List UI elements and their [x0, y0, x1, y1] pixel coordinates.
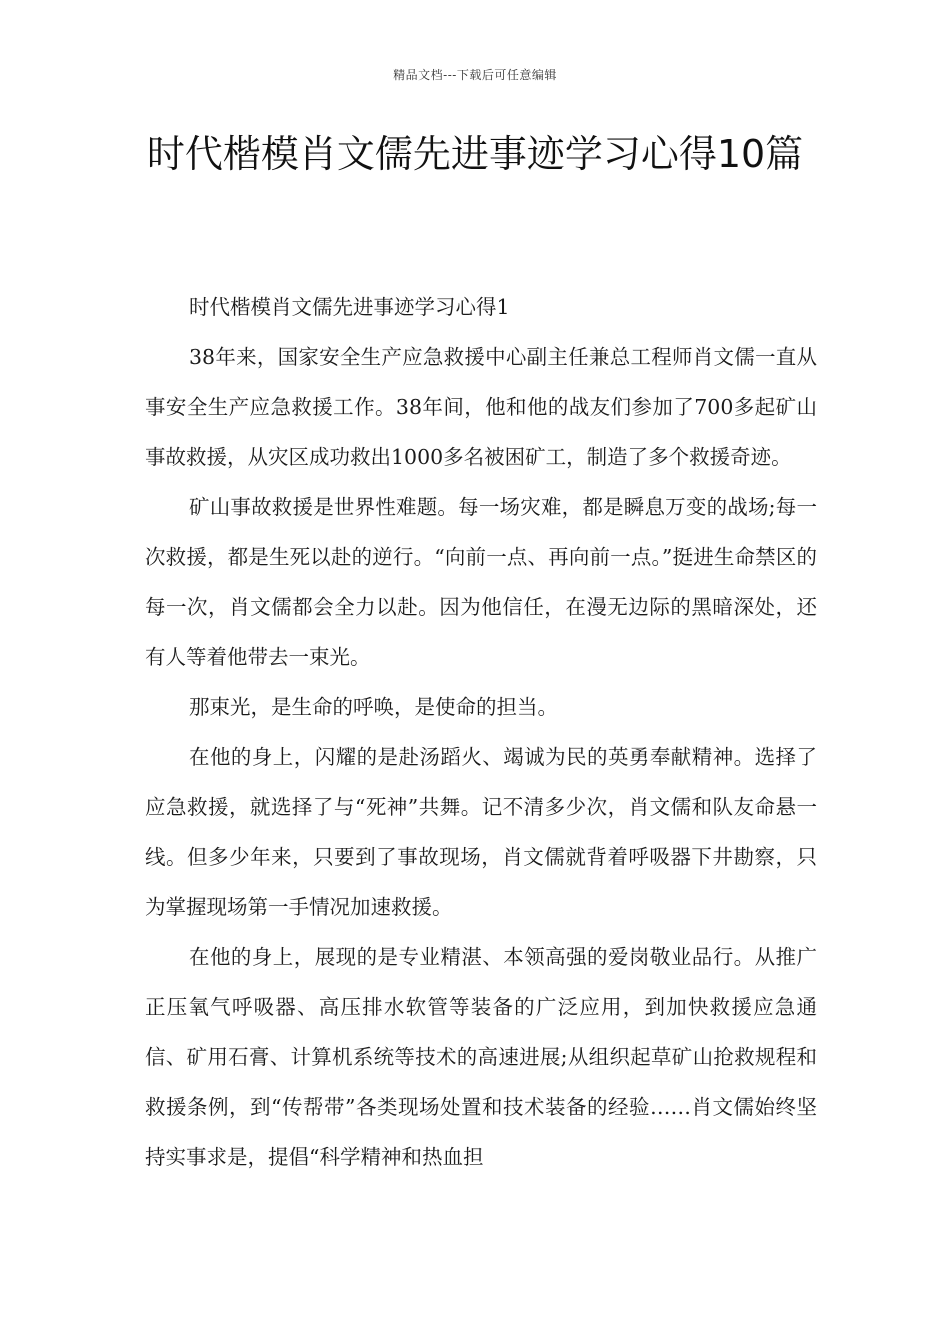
paragraph: 矿山事故救援是世界性难题。每一场灾难，都是瞬息万变的战场;每一次救援，都是生死以赴的逆行。“向前一点、再向前一点。”挺进生命禁区的每一次，肖文儒都会全力以赴。因为他信任，在漫无边际的黑暗深处，还有人等着他带去一束光。 — [145, 495, 817, 669]
document-title: 时代楷模肖文儒先进事迹学习心得10篇 — [146, 132, 804, 176]
paragraph: 38年来，国家安全生产应急救援中心副主任兼总工程师肖文儒一直从事安全生产应急救援工作。38年间，他和他的战友们参加了700多起矿山事故救援，从灾区成功救出1000多名被困矿工，制造了多个救援奇迹。 — [145, 345, 817, 469]
paragraph: 在他的身上，闪耀的是赴汤蹈火、竭诚为民的英勇奉献精神。选择了应急救援，就选择了与“死神”共舞。记不清多少次，肖文儒和队友命悬一线。但多少年来，只要到了事故现场，肖文儒就背着呼吸器下井勘察，只为掌握现场第一手情况加速救援。 — [145, 745, 817, 919]
header-note: 精品文档---下载后可任意编辑 — [393, 68, 557, 82]
document-body — [145, 282, 817, 1182]
paragraph: 在他的身上，展现的是专业精湛、本领高强的爱岗敬业品行。从推广正压氧气呼吸器、高压排水软管等装备的广泛应用，到加快救援应急通信、矿用石膏、计算机系统等技术的高速进展;从组织起草矿山抢救规程和救援条例，到“传帮带”各类现场处置和技术装备的经验……肖文儒始终坚持实事求是，提倡“科学精神和热血担 — [145, 945, 817, 1169]
paragraph: 那束光，是生命的呼唤，是使命的担当。 — [189, 695, 558, 719]
section-heading: 时代楷模肖文儒先进事迹学习心得1 — [189, 295, 510, 319]
